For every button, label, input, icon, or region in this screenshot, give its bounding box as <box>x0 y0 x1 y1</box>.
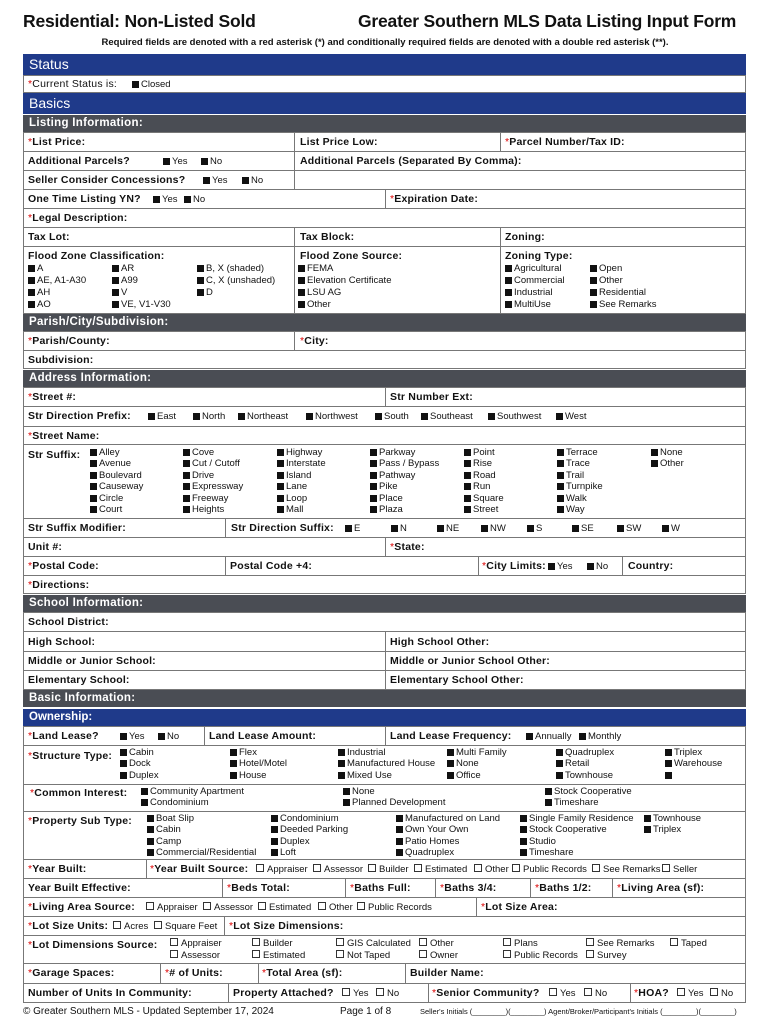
direction-suffix-option[interactable]: E <box>345 523 360 534</box>
structure-type-option[interactable]: Retail <box>556 758 589 769</box>
list-price-field[interactable]: *List Price: <box>28 136 86 148</box>
street-suffix-option[interactable]: Boulevard <box>90 470 142 481</box>
senior-community-no[interactable]: No <box>584 988 607 999</box>
additional-parcels-separated-field[interactable]: Additional Parcels (Separated By Comma): <box>300 155 522 167</box>
direction-prefix-label: Str Direction Prefix: <box>28 410 131 422</box>
senior-community-yes[interactable]: Yes <box>549 988 576 999</box>
land-lease-annually[interactable]: Annually <box>526 731 571 742</box>
zoning-type-option[interactable]: Industrial <box>505 287 553 298</box>
city-limits-no[interactable]: No <box>587 561 608 572</box>
street-suffix-option[interactable]: Road <box>464 470 496 481</box>
property-sub-type-option[interactable]: Own Your Own <box>396 824 468 835</box>
street-suffix-option[interactable]: Terrace <box>557 447 598 458</box>
year-built-source-option[interactable]: Public Records <box>512 864 587 875</box>
list-price-low-field[interactable]: List Price Low: <box>300 136 378 148</box>
high-school-other-field[interactable]: High School Other: <box>390 636 490 648</box>
lot-dimensions-source-option[interactable]: GIS Calculated <box>336 938 411 949</box>
street-suffix-option[interactable]: Point <box>464 447 495 458</box>
property-sub-type-option[interactable]: Manufactured on Land <box>396 813 500 824</box>
property-sub-type-option[interactable]: Boat Slip <box>147 813 194 824</box>
street-suffix-option[interactable]: Street <box>464 504 498 515</box>
city-limits-yes[interactable]: Yes <box>548 561 573 572</box>
living-area-source-option[interactable]: Assessor <box>203 902 253 913</box>
street-suffix-option[interactable]: Expressway <box>183 481 243 492</box>
street-suffix-option[interactable]: Square <box>464 493 504 504</box>
flood-zone-option[interactable]: AE, A1-A30 <box>28 275 86 286</box>
structure-type-option[interactable]: Quadruplex <box>556 747 614 758</box>
section-basic-information: Basic Information: <box>23 690 746 707</box>
street-suffix-option[interactable]: Cove <box>183 447 214 458</box>
hoa-no[interactable]: No <box>710 988 733 999</box>
structure-type-option[interactable]: Manufactured House <box>338 758 435 769</box>
one-time-listing-yes[interactable]: Yes <box>153 194 178 205</box>
footer-initials: Seller's Initials (________)(________) Agent/Broker/Participant's Initials (________)(________) <box>420 1007 737 1016</box>
property-sub-type-option[interactable]: Triplex <box>644 824 681 835</box>
parcel-number-field[interactable]: *Parcel Number/Tax ID: <box>505 136 625 148</box>
baths-full-field[interactable]: *Baths Full: <box>350 882 411 894</box>
flood-zone-source-option[interactable]: Other <box>298 299 331 310</box>
additional-parcels-no[interactable]: No <box>201 156 222 167</box>
structure-type-option[interactable]: None <box>447 758 479 769</box>
structure-type-option[interactable]: Flex <box>230 747 257 758</box>
current-status-label: *Current Status is: <box>28 78 118 90</box>
structure-type-option[interactable]: Dock <box>120 758 151 769</box>
flood-zone-source-option[interactable]: Elevation Certificate <box>298 275 391 286</box>
living-area-source-option[interactable]: Estimated <box>258 902 311 913</box>
city-field[interactable]: *City: <box>300 335 329 347</box>
property-attached-no[interactable]: No <box>376 988 399 999</box>
tax-lot-field[interactable]: Tax Lot: <box>28 231 70 243</box>
flood-zone-source-label: Flood Zone Source: <box>300 250 403 262</box>
street-suffix-option[interactable]: Heights <box>183 504 224 515</box>
street-suffix-option[interactable]: Parkway <box>370 447 415 458</box>
hoa-yes[interactable]: Yes <box>677 988 704 999</box>
street-suffix-option[interactable]: Pathway <box>370 470 415 481</box>
lot-dimensions-source-option[interactable]: Public Records <box>503 950 578 961</box>
property-sub-type-option[interactable]: Single Family Residence <box>520 813 634 824</box>
street-suffix-option[interactable]: Place <box>370 493 403 504</box>
structure-type-option[interactable]: Duplex <box>120 770 159 781</box>
street-suffix-option[interactable]: Plaza <box>370 504 403 515</box>
zoning-type-option[interactable]: MultiUse <box>505 299 551 310</box>
lot-size-area-field[interactable]: *Lot Size Area: <box>481 901 558 913</box>
section-listing-information: Listing Information: <box>23 115 746 132</box>
street-suffix-option[interactable]: Pass / Bypass <box>370 458 439 469</box>
directions-field[interactable]: *Directions: <box>28 579 90 591</box>
lot-dimensions-source-option[interactable]: Plans <box>503 938 538 949</box>
street-suffix-option[interactable]: Lane <box>277 481 307 492</box>
lot-dimensions-source-option[interactable]: Owner <box>419 950 458 961</box>
street-suffix-option[interactable]: Run <box>464 481 490 492</box>
land-lease-yes[interactable]: Yes <box>120 731 145 742</box>
state-field[interactable]: *State: <box>390 541 425 553</box>
street-suffix-option[interactable]: Turnpike <box>557 481 603 492</box>
property-sub-type-option[interactable]: Camp <box>147 836 181 847</box>
property-sub-type-option[interactable]: Deeded Parking <box>271 824 348 835</box>
street-suffix-option[interactable]: Walk <box>557 493 587 504</box>
property-sub-type-option[interactable]: Quadruplex <box>396 847 454 858</box>
flood-zone-option[interactable]: B, X (shaded) <box>197 263 264 274</box>
property-sub-type-option[interactable]: Cabin <box>147 824 181 835</box>
property-attached-yes[interactable]: Yes <box>342 988 369 999</box>
flood-zone-option[interactable]: A <box>28 263 43 274</box>
direction-prefix-option[interactable]: North <box>193 411 225 422</box>
street-suffix-option[interactable]: None <box>651 447 683 458</box>
footer-page-number: Page 1 of 8 <box>340 1006 392 1017</box>
school-district-field[interactable]: School District: <box>28 616 109 628</box>
year-built-source-option[interactable]: Builder <box>368 864 409 875</box>
total-area-field[interactable]: *Total Area (sf): <box>262 967 343 979</box>
lot-size-dimensions-field[interactable]: *Lot Size Dimensions: <box>229 920 344 932</box>
lot-size-units-option[interactable]: Square Feet <box>154 921 217 932</box>
seller-concessions-no[interactable]: No <box>242 175 263 186</box>
direction-suffix-option[interactable]: SE <box>572 523 594 534</box>
property-sub-type-option[interactable]: Timeshare <box>520 847 574 858</box>
country-field[interactable]: Country: <box>628 560 674 572</box>
flood-zone-option[interactable]: VE, V1-V30 <box>112 299 171 310</box>
section-ownership: Ownership: <box>23 709 746 726</box>
senior-community-label: *Senior Community? <box>432 987 540 999</box>
flood-zone-option[interactable]: A99 <box>112 275 138 286</box>
lot-dimensions-source-option[interactable]: Builder <box>252 938 293 949</box>
property-sub-type-option[interactable]: Stock Cooperative <box>520 824 607 835</box>
zoning-type-option[interactable]: Open <box>590 263 622 274</box>
section-parish-city-subdivision: Parish/City/Subdivision: <box>23 314 746 331</box>
street-suffix-option[interactable]: Drive <box>183 470 214 481</box>
street-suffix-option[interactable]: Highway <box>277 447 322 458</box>
one-time-listing-no[interactable]: No <box>184 194 205 205</box>
direction-suffix-option[interactable]: W <box>662 523 680 534</box>
direction-prefix-option[interactable]: Southeast <box>421 411 473 422</box>
parish-county-field[interactable]: *Parish/County: <box>28 335 110 347</box>
direction-suffix-option[interactable]: S <box>527 523 542 534</box>
structure-type-option[interactable]: Industrial <box>338 747 386 758</box>
property-sub-type-option[interactable]: Townhouse <box>644 813 701 824</box>
number-of-units-field[interactable]: *# of Units: <box>165 967 223 979</box>
street-suffix-option[interactable]: Mall <box>277 504 303 515</box>
common-interest-label: *Common Interest: <box>30 787 128 799</box>
street-suffix-option[interactable]: Way <box>557 504 585 515</box>
lot-size-units-option[interactable]: Acres <box>113 921 148 932</box>
elementary-school-other-field[interactable]: Elementary School Other: <box>390 674 524 686</box>
year-built-source-option[interactable]: Appraiser <box>256 864 308 875</box>
lot-dimensions-source-option[interactable]: See Remarks <box>586 938 655 949</box>
seller-concessions-yes[interactable]: Yes <box>203 175 228 186</box>
expiration-date-field[interactable]: *Expiration Date: <box>390 193 479 205</box>
common-interest-option[interactable]: Timeshare <box>545 797 599 808</box>
common-interest-option[interactable]: Stock Cooperative <box>545 786 632 797</box>
direction-prefix-option[interactable]: Northeast <box>238 411 288 422</box>
form-title: Greater Southern MLS Data Listing Input Form <box>358 11 737 31</box>
lot-dimensions-source-option[interactable]: Other <box>419 938 454 949</box>
direction-prefix-option[interactable]: West <box>556 411 586 422</box>
common-interest-option[interactable]: None <box>343 786 375 797</box>
structure-type-option[interactable]: Cabin <box>120 747 154 758</box>
street-suffix-option[interactable]: Rise <box>464 458 492 469</box>
structure-type-option[interactable]: Hotel/Motel <box>230 758 287 769</box>
year-built-source-label: *Year Built Source: <box>150 863 249 875</box>
street-suffix-label: Str Suffix: <box>28 449 81 461</box>
zoning-type-option[interactable]: Residential <box>590 287 646 298</box>
street-number-field[interactable]: *Street #: <box>28 391 77 403</box>
street-suffix-option[interactable]: Alley <box>90 447 120 458</box>
year-built-source-option[interactable]: Seller <box>662 864 697 875</box>
direction-prefix-option[interactable]: Northwest <box>306 411 358 422</box>
middle-school-field[interactable]: Middle or Junior School: <box>28 655 156 667</box>
lot-dimensions-source-label: *Lot Dimensions Source: <box>28 939 158 951</box>
street-suffix-option[interactable]: Island <box>277 470 311 481</box>
postal-code-4-field[interactable]: Postal Code +4: <box>230 560 313 572</box>
units-in-community-field[interactable]: Number of Units In Community: <box>28 987 192 999</box>
street-suffix-option[interactable]: Court <box>90 504 122 515</box>
flood-zone-source-option[interactable]: LSU AG <box>298 287 341 298</box>
structure-type-option[interactable]: Multi Family <box>447 747 507 758</box>
living-area-field[interactable]: *Living Area (sf): <box>617 882 705 894</box>
common-interest-option[interactable]: Condominium <box>141 797 209 808</box>
property-sub-type-option[interactable]: Patio Homes <box>396 836 459 847</box>
property-attached-label: Property Attached? <box>233 987 334 999</box>
unit-number-field[interactable]: Unit #: <box>28 541 63 553</box>
section-school-information: School Information: <box>23 595 746 612</box>
hoa-label: *HOA? <box>634 987 669 999</box>
direction-prefix-option[interactable]: South <box>375 411 409 422</box>
street-suffix-option[interactable]: Avenue <box>90 458 131 469</box>
street-suffix-option[interactable]: Loop <box>277 493 307 504</box>
lot-size-units-label: *Lot Size Units: <box>28 920 109 932</box>
flood-zone-option[interactable]: C, X (unshaded) <box>197 275 275 286</box>
section-status: Status <box>23 54 746 75</box>
flood-zone-option[interactable]: AR <box>112 263 134 274</box>
structure-type-option[interactable]: Warehouse <box>665 758 722 769</box>
direction-suffix-label: Str Direction Suffix: <box>231 522 334 534</box>
year-built-field[interactable]: *Year Built: <box>28 863 87 875</box>
flood-zone-option[interactable]: V <box>112 287 127 298</box>
year-built-source-option[interactable]: Other <box>474 864 509 875</box>
lot-dimensions-source-option[interactable]: Survey <box>586 950 627 961</box>
property-sub-type-option[interactable]: Commercial/Residential <box>147 847 256 858</box>
land-lease-monthly[interactable]: Monthly <box>579 731 621 742</box>
street-suffix-option[interactable]: Other <box>651 458 684 469</box>
street-suffix-option[interactable]: Circle <box>90 493 123 504</box>
flood-zone-classification-label: Flood Zone Classification: <box>28 250 165 262</box>
structure-type-option[interactable]: House <box>230 770 266 781</box>
legal-description-field[interactable]: *Legal Description: <box>28 212 128 224</box>
land-lease-no[interactable]: No <box>158 731 179 742</box>
direction-prefix-option[interactable]: Southwest <box>488 411 541 422</box>
direction-suffix-option[interactable]: N <box>391 523 407 534</box>
lot-dimensions-source-option[interactable]: Estimated <box>252 950 305 961</box>
baths-half-field[interactable]: *Baths 1/2: <box>535 882 592 894</box>
street-name-field[interactable]: *Street Name: <box>28 430 100 442</box>
high-school-field[interactable]: High School: <box>28 636 96 648</box>
elementary-school-field[interactable]: Elementary School: <box>28 674 130 686</box>
zoning-type-option[interactable]: Commercial <box>505 275 565 286</box>
lot-dimensions-source-option[interactable]: Assessor <box>170 950 220 961</box>
form-type-title: Residential: Non-Listed Sold <box>23 11 256 31</box>
tax-block-field[interactable]: Tax Block: <box>300 231 355 243</box>
street-suffix-option[interactable]: Causeway <box>90 481 143 492</box>
seller-concessions-label: Seller Consider Concessions? <box>28 174 186 186</box>
footer-copyright: © Greater Southern MLS - Updated September 17, 2024 <box>23 1006 274 1017</box>
subdivision-field[interactable]: Subdivision: <box>28 354 94 366</box>
zoning-type-label: Zoning Type: <box>505 250 573 262</box>
structure-type-option[interactable]: Office <box>447 770 481 781</box>
street-suffix-option[interactable]: Interstate <box>277 458 326 469</box>
status-closed-checkbox[interactable]: Closed <box>132 79 171 90</box>
postal-code-field[interactable]: *Postal Code: <box>28 560 99 572</box>
street-number-ext-field[interactable]: Str Number Ext: <box>390 391 473 403</box>
land-lease-label: *Land Lease? <box>28 730 99 742</box>
property-sub-type-option[interactable]: Duplex <box>271 836 310 847</box>
zoning-type-option[interactable]: Agricultural <box>505 263 562 274</box>
structure-type-option[interactable]: Mixed Use <box>338 770 392 781</box>
additional-parcels-yes[interactable]: Yes <box>163 156 188 167</box>
beds-total-field[interactable]: *Beds Total: <box>227 882 290 894</box>
suffix-modifier-field[interactable]: Str Suffix Modifier: <box>28 522 126 534</box>
flood-zone-option[interactable]: AO <box>28 299 51 310</box>
direction-suffix-option[interactable]: NW <box>481 523 506 534</box>
structure-type-option[interactable]: Townhouse <box>556 770 613 781</box>
zoning-field[interactable]: Zoning: <box>505 231 545 243</box>
direction-suffix-option[interactable]: SW <box>617 523 641 534</box>
year-built-source-option[interactable]: Estimated <box>414 864 467 875</box>
property-sub-type-option[interactable]: Condominium <box>271 813 339 824</box>
garage-spaces-field[interactable]: *Garage Spaces: <box>28 967 115 979</box>
common-interest-option[interactable]: Community Apartment <box>141 786 244 797</box>
lot-dimensions-source-option[interactable]: Not Taped <box>336 950 390 961</box>
lot-dimensions-source-option[interactable]: Taped <box>670 938 707 949</box>
year-built-source-option[interactable]: Assessor <box>313 864 363 875</box>
living-area-source-option[interactable]: Other <box>318 902 353 913</box>
living-area-source-label: *Living Area Source: <box>28 901 135 913</box>
flood-zone-option[interactable]: D <box>197 287 213 298</box>
required-fields-note: Required fields are denoted with a red asterisk (*) and conditionally required fields are denoted with a double red asterisk (**). <box>101 37 669 48</box>
middle-school-other-field[interactable]: Middle or Junior School Other: <box>390 655 551 667</box>
land-lease-amount-field[interactable]: Land Lease Amount: <box>209 730 317 742</box>
structure-type-option[interactable] <box>665 770 674 781</box>
structure-type-label: *Structure Type: <box>28 750 113 762</box>
baths-three-quarter-field[interactable]: *Baths 3/4: <box>440 882 497 894</box>
street-suffix-option[interactable]: Trace <box>557 458 590 469</box>
property-sub-type-option[interactable]: Studio <box>520 836 556 847</box>
flood-zone-source-option[interactable]: FEMA <box>298 263 333 274</box>
zoning-type-option[interactable]: Other <box>590 275 623 286</box>
one-time-listing-label: One Time Listing YN? <box>28 193 141 205</box>
living-area-source-option[interactable]: Public Records <box>357 902 432 913</box>
street-suffix-option[interactable]: Freeway <box>183 493 228 504</box>
section-basics: Basics <box>23 93 746 114</box>
property-sub-type-option[interactable]: Loft <box>271 847 296 858</box>
section-address-information: Address Information: <box>23 370 746 387</box>
year-built-source-option[interactable]: See Remarks <box>592 864 661 875</box>
additional-parcels-label: Additional Parcels? <box>28 155 130 167</box>
year-built-effective-field[interactable]: Year Built Effective: <box>28 882 131 894</box>
land-lease-frequency-label: Land Lease Frequency: <box>390 730 512 742</box>
direction-suffix-option[interactable]: NE <box>437 523 459 534</box>
zoning-type-option[interactable]: See Remarks <box>590 299 657 310</box>
common-interest-option[interactable]: Planned Development <box>343 797 445 808</box>
living-area-source-option[interactable]: Appraiser <box>146 902 198 913</box>
structure-type-option[interactable]: Triplex <box>665 747 702 758</box>
street-suffix-option[interactable]: Trail <box>557 470 584 481</box>
builder-name-field[interactable]: Builder Name: <box>410 967 484 979</box>
direction-prefix-option[interactable]: East <box>148 411 176 422</box>
street-suffix-option[interactable]: Cut / Cutoff <box>183 458 240 469</box>
property-sub-type-label: *Property Sub Type: <box>28 815 132 827</box>
lot-dimensions-source-option[interactable]: Appraiser <box>170 938 222 949</box>
street-suffix-option[interactable]: Pike <box>370 481 397 492</box>
flood-zone-option[interactable]: AH <box>28 287 50 298</box>
city-limits-label: *City Limits: <box>482 560 546 572</box>
